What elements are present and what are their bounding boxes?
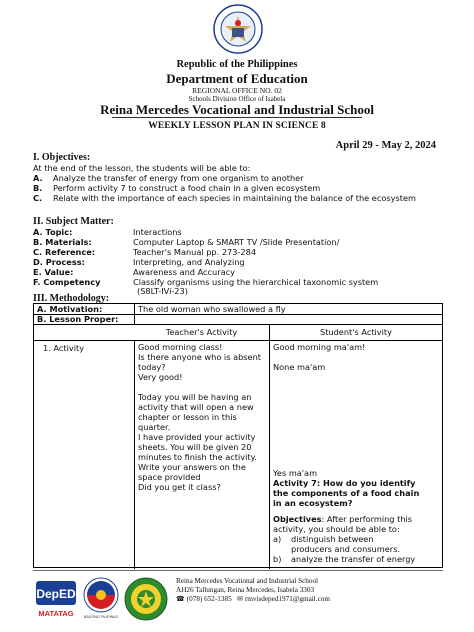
teacher-line: Did you get it class? (138, 482, 221, 492)
deped-matatag-logo (36, 577, 76, 621)
subject-value: Interpreting, and Analyzing (133, 257, 245, 267)
student-activity-greeting (270, 341, 442, 373)
teacher-line: Write your answers on the (138, 462, 246, 472)
school-name: Reina Mercedes Vocational and Industrial School (100, 102, 374, 117)
objective-list-item (273, 554, 439, 564)
subject-key: F. Competency (33, 277, 101, 287)
department-label: Department of Education (166, 71, 308, 86)
objective-list-item (273, 534, 439, 544)
matatag-logo-text: MATATAG (38, 609, 74, 618)
activity-label: 1. Activity (43, 343, 85, 353)
competency-code: (S8LT-IVi-23) (137, 286, 188, 296)
objective-key: C. (33, 193, 43, 203)
teacher-column-header: Teacher's Activity (165, 327, 238, 337)
objective-text: Perform activity 7 to construct a food chain in a given ecosystem (53, 183, 321, 193)
subject-key: B. Materials: (33, 237, 92, 247)
region-label: REGIONAL OFFICE NO. 02 (192, 86, 282, 95)
division-label: Schools Division Office of Isabela (188, 95, 286, 103)
footer-address: AH26 Tallungan, Reina Mercedes, Isabela 3303 (176, 586, 315, 594)
teacher-line: Very good! (138, 372, 183, 382)
objectives-heading: I. Objectives: (33, 152, 91, 163)
teacher-line: Today you will be having an (138, 392, 252, 402)
subject-matter-heading: II. Subject Matter: (33, 216, 114, 227)
teacher-line: activity that will open a new (138, 402, 254, 412)
teacher-line: Good morning class! (138, 342, 223, 352)
student-line (273, 352, 439, 362)
subject-value: Classify organisms using the hierarchical taxonomic system (133, 277, 379, 287)
teacher-line: sheets. You will be given 20 (138, 442, 252, 452)
subject-key: E. Value: (33, 267, 74, 277)
bagong-pilipinas-logo (83, 577, 119, 621)
objectives-rest: : After performing this (321, 514, 413, 524)
subject-row (33, 267, 443, 277)
objective-list-text: distinguish between (291, 534, 374, 544)
objective-list-item (273, 544, 439, 554)
subject-key: A. Topic: (33, 227, 73, 237)
motivation-value: The old woman who swallowed a fly (138, 304, 286, 314)
subject-value: Interactions (133, 227, 182, 237)
objective-text: Analyze the transfer of energy from one organism to another (53, 173, 304, 183)
teacher-line (138, 382, 266, 392)
subject-row (33, 237, 443, 247)
phone-icon: ☎ (176, 595, 185, 603)
activity-7-title (270, 477, 442, 509)
footer-phone: (078) 652-1385 (186, 595, 232, 603)
deped-logo-text: DepED (36, 587, 76, 601)
lesson-date: April 29 - May 2, 2024 (335, 140, 436, 151)
teacher-line: quarter. (138, 422, 171, 432)
school-seal-icon (124, 577, 168, 621)
objectives-list (273, 534, 439, 564)
subject-key: C. Reference: (33, 247, 96, 257)
teacher-line: I have provided your activity (138, 432, 256, 442)
activity-title-line: in an ecosystem? (273, 498, 353, 508)
student-line: Good morning ma'am! (273, 342, 366, 352)
teacher-line: Is there anyone who is absent (138, 352, 261, 362)
teacher-line: space provided (138, 472, 201, 482)
bagong-pilipinas-text: BAGONG PILIPINAS (84, 615, 118, 619)
activity-title-line: Activity 7: How do you identify (273, 478, 416, 488)
republic-label: Republic of the Philippines (176, 59, 298, 70)
activity-objectives (270, 513, 442, 565)
objective-list-key: a) (273, 534, 282, 544)
teacher-activity (135, 341, 269, 493)
student-line: None ma'am (273, 362, 326, 372)
header-divider (112, 117, 362, 118)
methodology-heading: III. Methodology: (33, 293, 110, 304)
subject-value: Awareness and Accuracy (133, 267, 235, 277)
objective-item (33, 173, 443, 183)
objective-text: Relate with the importance of each species in maintaining the balance of the ecosystem (53, 193, 416, 203)
objectives-label: Objectives (273, 514, 322, 524)
subject-row (33, 227, 443, 237)
deped-seal-icon (213, 4, 263, 54)
objective-key: B. (33, 183, 43, 193)
objective-key: A. (33, 173, 43, 183)
objective-item (33, 193, 443, 203)
subject-value: Computer Laptop & SMART TV /Slide Presentation/ (133, 237, 340, 247)
subject-value: Teacher's Manual pp. 273-284 (133, 247, 257, 257)
student-column-header: Student's Activity (320, 327, 392, 337)
objective-list-text: analyze the transfer of energy (291, 554, 416, 564)
objective-item (33, 183, 443, 193)
footer-contacts (176, 595, 396, 604)
teacher-line: today? (138, 362, 166, 372)
lesson-proper-label: B. Lesson Proper: (37, 314, 119, 324)
student-yes: Yes ma'am (273, 468, 318, 478)
footer-email: rmvisdeped1971@gmail.com (244, 595, 330, 603)
subject-row (33, 257, 443, 267)
activity-title-line: the components of a food chain (273, 488, 420, 498)
footer-divider (33, 570, 443, 571)
subject-key: D. Process: (33, 257, 85, 267)
teacher-line: minutes to finish the activity. (138, 452, 257, 462)
objective-list-key: b) (273, 554, 282, 564)
teacher-line: chapter or lesson in this (138, 412, 237, 422)
subject-row (33, 247, 443, 257)
methodology-table (33, 303, 443, 568)
objectives-line-2: activity, you should be able to: (273, 524, 400, 534)
objectives-intro: At the end of the lesson, the students will be able to: (33, 163, 251, 173)
mail-icon: ✉ (237, 595, 244, 603)
document-title: WEEKLY LESSON PLAN IN SCIENCE 8 (148, 121, 326, 131)
motivation-label: A. Motivation: (37, 304, 103, 314)
objective-list-text: producers and consumers. (291, 544, 400, 554)
footer-school: Reina Mercedes Vocational and Industrial School (176, 577, 319, 585)
